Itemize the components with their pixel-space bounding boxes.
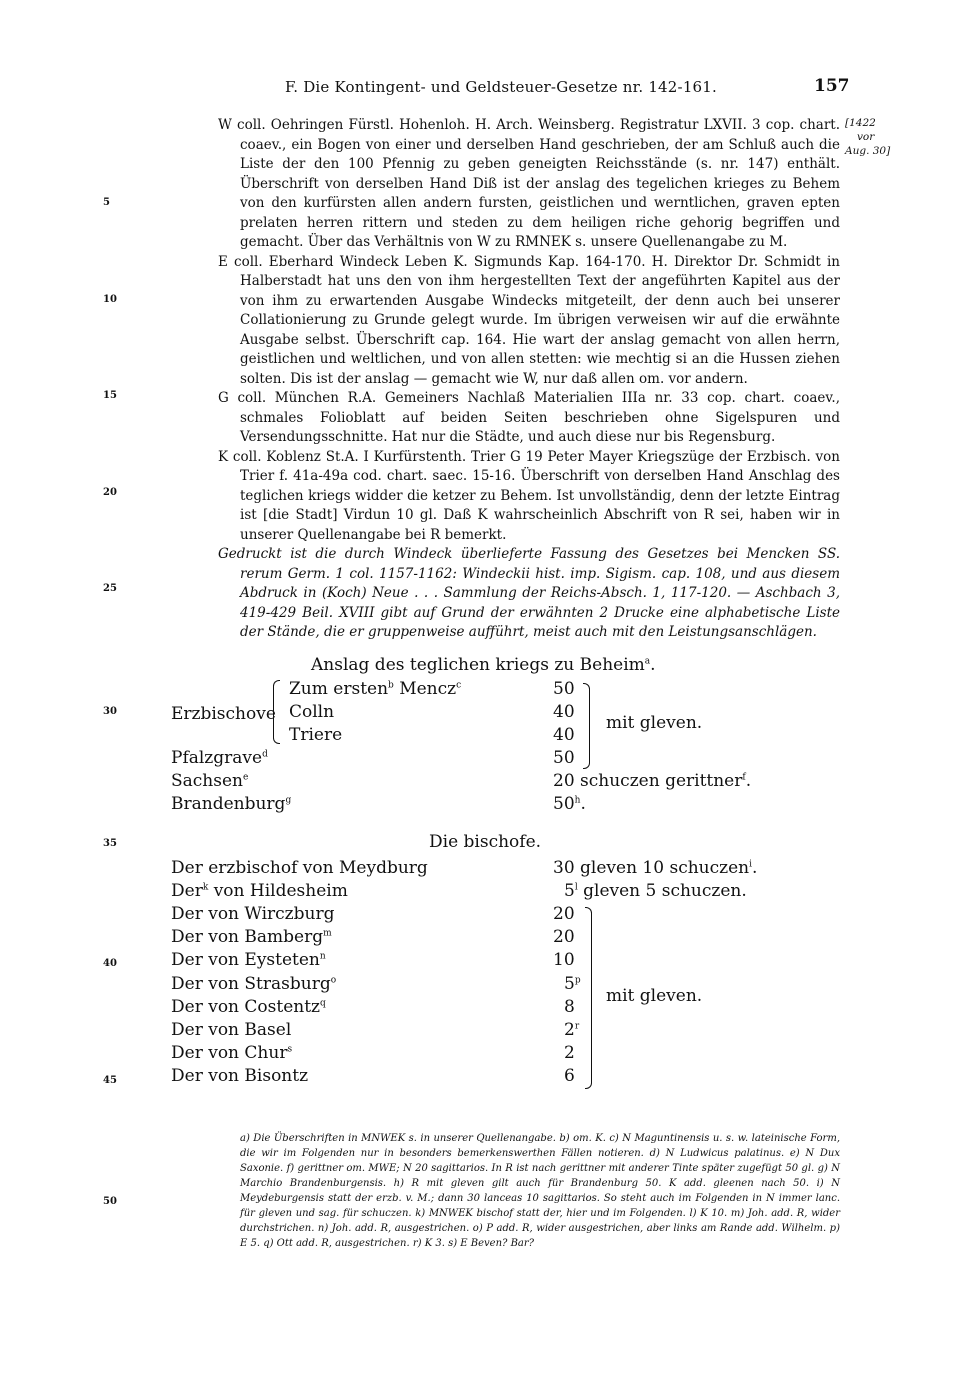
bishop-name: Der erzbischof von Meydburg xyxy=(171,858,428,878)
table-row: Pfalzgrave$^d$ xyxy=(171,748,268,768)
bishop-name: Der von Bamberg$^m$ xyxy=(171,927,332,947)
bishop-value: 2 xyxy=(564,1043,575,1063)
bishop-name: Der$^k$ von Hildesheim xyxy=(171,881,348,901)
bishop-value: 5$^l$ gleven 5 schuczen. xyxy=(564,881,747,901)
table-value: 50$^h$. xyxy=(553,794,586,814)
bishop-value: 20 xyxy=(553,927,575,947)
bishop-name: Der von Strasburg$^o$ xyxy=(171,974,337,994)
line-number: 5 xyxy=(103,197,110,208)
table-row: Brandenburg$^g$ xyxy=(171,794,292,814)
footnotes: a) Die Überschriften in MNWEK s. in unserer Quellenangabe. b) om. K. c) N Maguntinensis u. s. w. lateinische Form, die wir im Folgenden nur in besonders bemerkenswerthen Fällen notieren. d) N Ludwicus palatinus. e) N Dux Saxonie. f) gerittner om. MWE; N 20 sagittarios. In R ist nach gerittner mit anderer Tinte später zugefügt 50 gl. g) N Marchio Brandenburgensis. h) R mit gleven gilt auch für Brandenburg 50. K add. gleenen nach 50. i) N Meydeburgensis statt der erzb. v. M.; dann 30 lanceas 10 sagittarios. So steht auch im Folgenden in N immer lanc. für gleven und sag. für schuczen. k) MNWEK bischof statt der, hier und im Folgenden. l) K 10. m) Joh. add. R, wider durchstrichen. n) Joh. add. R, ausgestrichen. o) P add. R, wider ausgestrichen, aber links am Rande add. Wilhelm. p) E 5. q) Ott add. R, ausgestrichen. r) K 3. s) E Beven? Bar? xyxy=(240,1133,840,1249)
margin-date-note: [1422 vor Aug. 30] xyxy=(845,117,891,157)
bishop-name: Der von Basel xyxy=(171,1020,292,1040)
bishop-name: Der von Eysteten$^n$ xyxy=(171,950,326,970)
bishop-value: 5$^p$ xyxy=(564,974,581,994)
table-row: Triere xyxy=(289,725,343,745)
table-value: 50 xyxy=(553,679,575,699)
bishops-heading: Die bischofe. xyxy=(429,832,542,852)
bishop-value: 2$^r$ xyxy=(564,1020,580,1040)
line-number: 30 xyxy=(103,706,117,717)
bishop-value: 20 xyxy=(553,904,575,924)
paragraph-gedruckt: Gedruckt ist die durch Windeck überlieferte Fassung des Gesetzes bei Mencken SS. rerum Germ. 1 col. 1157-1162: Windeckii hist. imp. Sigism. cap. 108, und aus diesem Abdruck in (Koch) Neue . . . Sammlung der Reichs-Absch. 1, 117-120. — Aschbach 3, 419-429 Beil. XVIII gibt auf Grund der erwähnten 2 Drucke eine alphabetische Liste der Stände, die er gruppenweise aufführt, meist auch mit den Leistungsanschlägen. xyxy=(218,546,840,640)
line-number: 10 xyxy=(103,294,117,305)
line-number: 50 xyxy=(103,1196,117,1207)
left-brace xyxy=(273,680,280,744)
bishop-value: 6 xyxy=(564,1066,575,1086)
page-number: 157 xyxy=(814,76,850,96)
paragraph-g: G coll. München R.A. Gemeiners Nachlaß Materialien IIIa nr. 33 cop. chart. coaev., schmales Folioblatt auf beiden Seiten beschrieben ohne Sigelspuren und Versendungsschnitte. Hat nur die Städte, und auch diese nur bis Regensburg. xyxy=(218,390,840,445)
brace-label: mit gleven. xyxy=(606,713,703,733)
bishop-value: 8 xyxy=(564,997,575,1017)
source-description xyxy=(218,116,840,643)
bishop-value: 10 xyxy=(553,950,575,970)
table-value: 40 xyxy=(553,702,575,722)
line-number: 25 xyxy=(103,583,117,594)
line-number: 35 xyxy=(103,838,117,849)
bishop-name: Der von Chur$^s$ xyxy=(171,1043,293,1063)
line-number: 15 xyxy=(103,390,117,401)
bishop-name: Der von Bisontz xyxy=(171,1066,309,1086)
table-title: Anslag des teglichen kriegs zu Beheim$^a$. xyxy=(311,655,656,675)
right-brace xyxy=(583,683,590,769)
line-number: 45 xyxy=(103,1075,117,1086)
bishops-brace xyxy=(585,907,592,1089)
bishop-value: 30 gleven 10 schuczen$^i$. xyxy=(553,858,758,878)
line-number: 40 xyxy=(103,958,117,969)
electors-group-label: Erzbischove xyxy=(171,704,276,724)
line-number: 20 xyxy=(103,487,117,498)
paragraph-k: K coll. Koblenz St.A. I Kurfürstenth. Trier G 19 Peter Mayer Kriegszüge der Erzbisch. von Trier f. 41a-49a cod. chart. saec. 15-16. Überschrift von derselben Hand Anschlag des teglichen kriegs widder die ketzer zu Behem. Ist unvollständig, denn der letzte Eintrag ist [die Stadt] Virdun 10 gl. Daß K wahrscheinlich Abschrift von R sei, haben wir in unserer Quellenangabe bei R bemerkt. xyxy=(218,448,840,543)
table-value: 50 xyxy=(553,748,575,768)
table-row: Sachsen$^e$ xyxy=(171,771,249,791)
paragraph-e: E coll. Eberhard Windeck Leben K. Sigmunds Kap. 164-170. H. Direktor Dr. Schmidt in Halberstadt hat uns den von ihm hergestellten Text der angeführten Kapitel aus der von ihm zu erwartenden Ausgabe Windecks mitgeteilt, der denn auch bei unserer Collationierung zu Grunde gelegt wurde. Im übrigen verweisen wir auf die erwähnte Ausgabe selbst. Überschrift cap. 164. Hie wart der anslag gemacht von allen herrn, geistlichen und weltlichen, und von allen stetten: wie mechtig si an die Hussen ziehen solten. Dis ist der anslag — gemacht wie W, nur daß allen om. vor andern. xyxy=(218,253,840,387)
table-row: Zum ersten$^b$ Mencz$^c$ xyxy=(289,679,462,699)
bishop-name: Der von Wirczburg xyxy=(171,904,335,924)
bishop-name: Der von Costentz$^q$ xyxy=(171,997,326,1017)
running-header: F. Die Kontingent- und Geldsteuer-Gesetze nr. 142-161. xyxy=(285,78,718,96)
brace-label: mit gleven. xyxy=(606,986,703,1006)
table-value: 40 xyxy=(553,725,575,745)
paragraph-w: W coll. Oehringen Fürstl. Hohenloh. H. Arch. Weinsberg. Registratur LXVII. 3 cop. chart. coaev., ein Bogen von einer und derselben Hand geschrieben, der am Schluß auch die Liste der den 100 Pfennig zu geben geneigten Reichsstände (s. nr. 147) enthält. Überschrift von derselben Hand Diß ist der anslag des tegelichen krieges zu Behem von den kurfürsten allen andern fursten, geistlichen und werntlichen, graven epten prelaten herren rittern und steden zu dem heiligen riche gehorig begriffen und gemacht. Über das Verhältnis von W zu RMNEK s. unsere Quellenangabe zu M. xyxy=(218,117,840,250)
table-value: 20 schuczen gerittner$^f$. xyxy=(553,771,752,791)
table-row: Colln xyxy=(289,702,335,722)
